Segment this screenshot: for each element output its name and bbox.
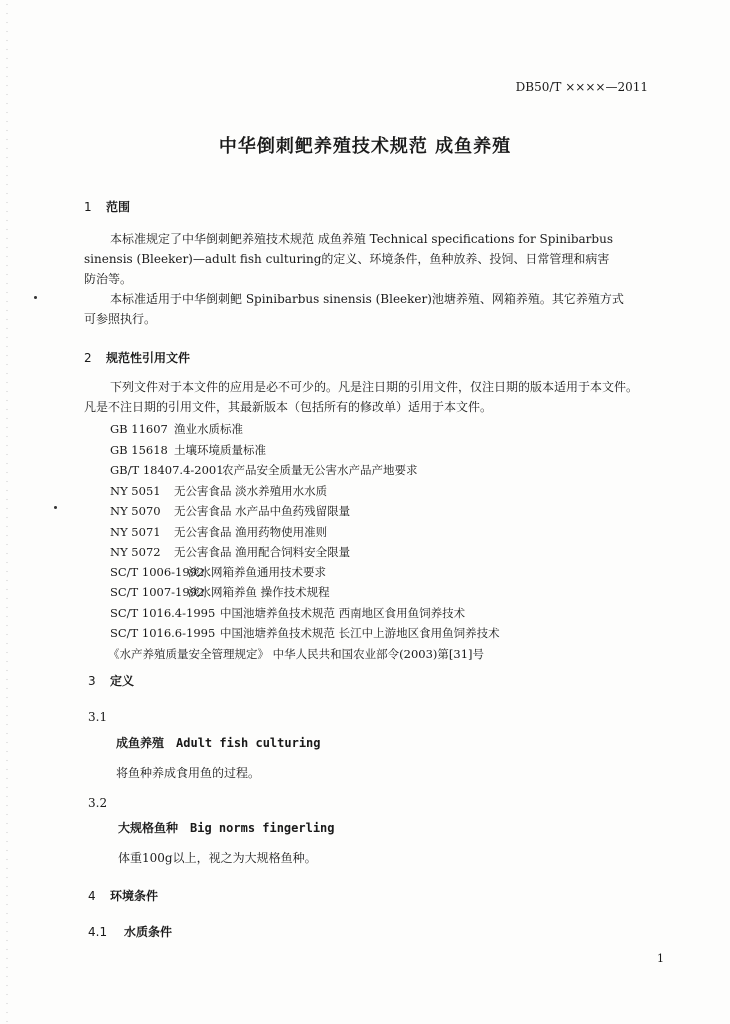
subsection-title: 水质条件 (124, 925, 173, 939)
reference-title: 土壤环境质量标准 (174, 443, 266, 457)
reference-title: 无公害食品 渔用药物使用准则 (174, 525, 328, 539)
reference-item (110, 584, 330, 600)
scan-speck (54, 506, 57, 509)
reference-item (110, 544, 350, 560)
paragraph-line: 本标准规定了中华倒刺鲃养殖技术规范 成鱼养殖 Technical specifications for Spinibarbus (110, 232, 613, 246)
doc-number: DB50/T ××××—2011 (515, 80, 648, 94)
section-1-heading (84, 198, 130, 215)
subsection-4-1-heading (88, 923, 172, 940)
reference-title: 中国池塘养鱼技术规范 长江中上游地区食用鱼饲养技术 (220, 626, 500, 640)
reference-code: NY 5071 (110, 525, 161, 539)
reference-item (110, 442, 266, 458)
page-number: 1 (657, 952, 664, 965)
section-4-heading (88, 887, 158, 904)
paragraph-line: 本标准适用于中华倒刺鲃 Spinibarbus sinensis (Bleeker)池塘养殖、网箱养殖。其它养殖方式 (110, 292, 624, 306)
reference-item (110, 524, 327, 540)
term-entry (118, 819, 335, 836)
section-number: 4 (88, 889, 96, 903)
reference-code: GB/T 18407.4-2001 (110, 463, 224, 477)
reference-item (110, 483, 327, 499)
reference-code: SC/T 1016.6-1995 (110, 626, 216, 640)
reference-code: NY 5070 (110, 504, 161, 518)
reference-code: SC/T 1016.4-1995 (110, 606, 216, 620)
term-definition: 体重100g以上，视之为大规格鱼种。 (118, 851, 317, 865)
term-en: Adult fish culturing (176, 736, 321, 750)
reference-title: 农产品安全质量无公害水产品产地要求 (222, 463, 418, 477)
reference-item (110, 503, 350, 519)
reference-code: SC/T 1007-1992 (110, 585, 205, 599)
reference-item (110, 421, 243, 437)
term-definition: 将鱼种养成食用鱼的过程。 (116, 766, 261, 780)
reference-title: 淡水网箱养鱼通用技术要求 (188, 565, 326, 579)
section-number: 1 (84, 200, 92, 214)
reference-title: 中国池塘养鱼技术规范 西南地区食用鱼饲养技术 (220, 606, 466, 620)
reference-item (110, 625, 500, 641)
term-cn: 成鱼养殖 (116, 736, 165, 750)
clause-number: 3.2 (88, 796, 108, 810)
term-en: Big norms fingerling (190, 821, 335, 835)
reference-code: NY 5072 (110, 545, 161, 559)
section-title: 范围 (106, 200, 131, 214)
reference-code: NY 5051 (110, 484, 161, 498)
reference-title: 无公害食品 水产品中鱼药残留限量 (174, 504, 351, 518)
section-number: 3 (88, 674, 96, 688)
reference-item: 《水产养殖质量安全管理规定》 中华人民共和国农业部令(2003)第[31]号 (108, 647, 484, 661)
section-3-heading (88, 672, 134, 689)
reference-title: 无公害食品 渔用配合饲料安全限量 (174, 545, 351, 559)
section-2-heading (84, 349, 190, 366)
paragraph-line: 凡是不注日期的引用文件，其最新版本（包括所有的修改单）适用于本文件。 (84, 400, 493, 414)
paragraph-line: 下列文件对于本文件的应用是必不可少的。凡是注日期的引用文件，仅注日期的版本适用于本文件。 (110, 380, 639, 394)
term-cn: 大规格鱼种 (118, 821, 179, 835)
reference-title: 淡水网箱养鱼 操作技术规程 (188, 585, 330, 599)
term-entry (116, 734, 321, 751)
reference-code: GB 11607 (110, 422, 168, 436)
clause-number: 3.1 (88, 710, 108, 724)
reference-title: 无公害食品 淡水养殖用水水质 (174, 484, 328, 498)
page-title: 中华倒刺鲃养殖技术规范 成鱼养殖 (218, 136, 512, 157)
reference-code: GB 15618 (110, 443, 168, 457)
reference-item (110, 605, 465, 621)
section-title: 环境条件 (110, 889, 159, 903)
scan-speck (34, 296, 37, 299)
paragraph-line: 防治等。 (84, 272, 133, 286)
section-title: 规范性引用文件 (106, 351, 191, 365)
paragraph-line: sinensis (Bleeker)—adult fish culturing的定义、环境条件，鱼种放养、投饲、日常管理和病害 (84, 252, 610, 266)
reference-item (110, 462, 418, 478)
paragraph-line: 可参照执行。 (84, 312, 157, 326)
reference-item (110, 564, 326, 580)
section-title: 定义 (110, 674, 135, 688)
reference-code: SC/T 1006-1992 (110, 565, 205, 579)
reference-title: 渔业水质标准 (174, 422, 243, 436)
section-number: 2 (84, 351, 92, 365)
subsection-number: 4.1 (88, 925, 108, 939)
